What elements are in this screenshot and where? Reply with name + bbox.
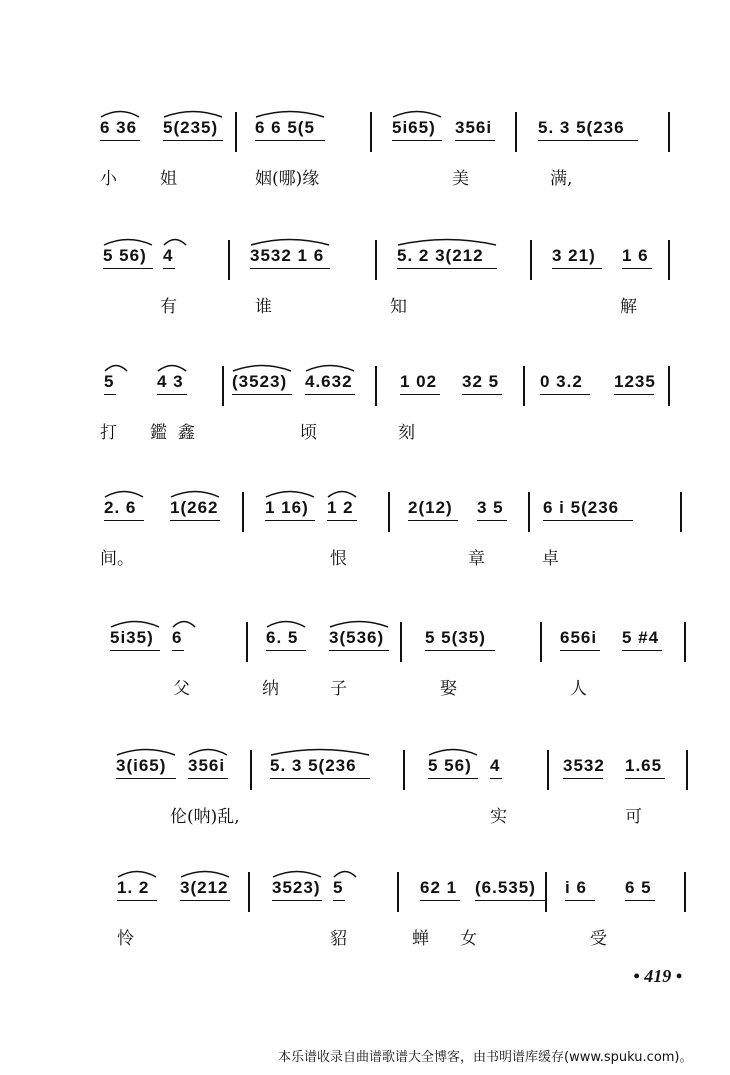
- bar-line: [686, 750, 688, 790]
- beam-line: [563, 778, 603, 779]
- beam-line: [180, 900, 230, 901]
- notation-group: 1 6: [622, 246, 649, 265]
- beam-line: [305, 394, 355, 395]
- bar-line: [242, 492, 244, 532]
- slur-mark: [392, 108, 442, 118]
- lyric-text: 实: [490, 807, 507, 827]
- slur-mark: [250, 236, 330, 246]
- beam-line: [428, 778, 478, 779]
- notation-group: 6: [172, 628, 183, 647]
- notation-group: (6.535): [475, 878, 536, 897]
- slur-mark: [116, 746, 176, 756]
- bar-line: [680, 492, 682, 532]
- slur-mark: [157, 362, 187, 372]
- beam-line: [116, 778, 176, 779]
- lyric-text: 鑑: [150, 423, 167, 443]
- lyric-text: 卓: [542, 549, 559, 569]
- notation-group: 5i65): [392, 118, 436, 137]
- bar-line: [668, 240, 670, 280]
- beam-line: [462, 394, 502, 395]
- slur-mark: [100, 108, 140, 118]
- page-number: • 419 •: [633, 966, 682, 986]
- slur-mark: [104, 488, 144, 498]
- lyric-text: 受: [590, 929, 607, 949]
- notation-group: 4.632: [305, 372, 353, 391]
- notation-group: 6 36: [100, 118, 138, 137]
- lyric-text: 父: [173, 679, 190, 699]
- beam-line: [270, 778, 370, 779]
- beam-line: [622, 268, 652, 269]
- notation-group: 32 5: [462, 372, 500, 391]
- slur-mark: [272, 868, 322, 878]
- notation-group: 3523): [272, 878, 321, 897]
- beam-line: [100, 140, 140, 141]
- lyric-text: 怜: [117, 929, 134, 949]
- notation-group: 62 1: [420, 878, 458, 897]
- lyric-text: 貂: [330, 929, 347, 949]
- bar-line: [375, 366, 377, 406]
- bar-line: [370, 112, 372, 152]
- slur-mark: [270, 746, 370, 756]
- notation-group: 656i: [560, 628, 598, 647]
- lyric-text: 可: [625, 807, 642, 827]
- slur-mark: [188, 746, 228, 756]
- lyric-text: 纳: [262, 679, 279, 699]
- notation-group: 5 56): [428, 756, 472, 775]
- bar-line: [545, 872, 547, 912]
- slur-mark: [327, 488, 357, 498]
- notation-group: 3 5: [477, 498, 504, 517]
- beam-line: [110, 650, 160, 651]
- slur-mark: [163, 236, 187, 246]
- beam-line: [329, 650, 389, 651]
- slur-mark: [397, 236, 497, 246]
- notation-group: 6 i 5(236: [543, 498, 620, 517]
- notation-group: 1 16): [265, 498, 309, 517]
- beam-line: [543, 520, 633, 521]
- beam-line: [475, 900, 545, 901]
- notation-group: 5. 3 5(236: [538, 118, 625, 137]
- beam-line: [490, 778, 502, 779]
- bar-line: [523, 366, 525, 406]
- notation-group: 3 21): [552, 246, 596, 265]
- notation-group: (3523): [232, 372, 288, 391]
- notation-group: 3(536): [329, 628, 385, 647]
- lyric-text: 人: [570, 679, 587, 699]
- beam-line: [266, 650, 306, 651]
- bar-line: [547, 750, 549, 790]
- notation-group: 5 5(35): [425, 628, 486, 647]
- slur-mark: [255, 108, 325, 118]
- notation-group: 6. 5: [266, 628, 299, 647]
- notation-group: 5. 2 3(212: [397, 246, 484, 265]
- bar-line: [375, 240, 377, 280]
- beam-line: [255, 140, 325, 141]
- lyric-text: 有: [160, 297, 177, 317]
- bar-line: [668, 112, 670, 152]
- slur-mark: [428, 746, 478, 756]
- slur-mark: [103, 236, 153, 246]
- bar-line: [222, 366, 224, 406]
- notation-group: 4: [163, 246, 174, 265]
- slur-mark: [117, 868, 157, 878]
- beam-line: [420, 900, 460, 901]
- bar-line: [246, 622, 248, 662]
- beam-line: [552, 268, 602, 269]
- lyric-text: 顷: [300, 423, 317, 443]
- notation-group: 1(262: [170, 498, 219, 517]
- beam-line: [625, 778, 665, 779]
- lyric-text: 谁: [255, 297, 272, 317]
- lyric-text: 间。: [100, 549, 134, 569]
- notation-group: 6 5: [625, 878, 652, 897]
- bar-line: [397, 872, 399, 912]
- slur-mark: [265, 488, 315, 498]
- beam-line: [540, 394, 590, 395]
- beam-line: [565, 900, 595, 901]
- beam-line: [170, 520, 220, 521]
- lyric-text: 蝉: [412, 929, 429, 949]
- lyric-text: 解: [620, 297, 637, 317]
- beam-line: [157, 394, 187, 395]
- slur-mark: [172, 618, 196, 628]
- slur-mark: [170, 488, 220, 498]
- beam-line: [103, 268, 153, 269]
- beam-line: [163, 140, 223, 141]
- notation-group: 5: [104, 372, 115, 391]
- bar-line: [530, 240, 532, 280]
- beam-line: [272, 900, 322, 901]
- bar-line: [228, 240, 230, 280]
- slur-mark: [305, 362, 355, 372]
- notation-group: 1 2: [327, 498, 354, 517]
- bar-line: [684, 872, 686, 912]
- notation-group: 1. 2: [117, 878, 150, 897]
- lyric-text: 女: [460, 929, 477, 949]
- beam-line: [477, 520, 507, 521]
- notation-group: 5 #4: [622, 628, 660, 647]
- slur-mark: [232, 362, 292, 372]
- beam-line: [333, 900, 345, 901]
- beam-line: [625, 900, 655, 901]
- notation-group: 3532: [563, 756, 605, 775]
- bar-line: [388, 492, 390, 532]
- lyric-text: 美: [452, 169, 469, 189]
- notation-group: 3(i65): [116, 756, 167, 775]
- lyric-text: 知: [390, 297, 407, 317]
- beam-line: [392, 140, 442, 141]
- bar-line: [528, 492, 530, 532]
- notation-group: 1235: [614, 372, 656, 391]
- slur-mark: [163, 108, 223, 118]
- bar-line: [400, 622, 402, 662]
- notation-group: 5 56): [103, 246, 147, 265]
- beam-line: [104, 394, 116, 395]
- notation-group: 3532 1 6: [250, 246, 325, 265]
- bar-line: [235, 112, 237, 152]
- bar-line: [684, 622, 686, 662]
- beam-line: [455, 140, 495, 141]
- slur-mark: [266, 618, 306, 628]
- notation-group: 5(235): [163, 118, 219, 137]
- slur-mark: [110, 618, 160, 628]
- beam-line: [232, 394, 292, 395]
- notation-group: 1 02: [400, 372, 438, 391]
- beam-line: [560, 650, 600, 651]
- notation-group: 2(12): [408, 498, 453, 517]
- beam-line: [408, 520, 458, 521]
- beam-line: [163, 268, 175, 269]
- beam-line: [265, 520, 315, 521]
- lyric-text: 小: [100, 169, 117, 189]
- notation-group: 356i: [455, 118, 493, 137]
- slur-mark: [333, 868, 357, 878]
- lyric-text: 伦(呐)乱,: [170, 807, 240, 827]
- lyric-text: 满,: [550, 169, 573, 189]
- beam-line: [425, 650, 495, 651]
- beam-line: [397, 268, 497, 269]
- lyric-text: 子: [330, 679, 347, 699]
- bar-line: [248, 872, 250, 912]
- slur-mark: [329, 618, 389, 628]
- beam-line: [400, 394, 440, 395]
- beam-line: [188, 778, 228, 779]
- beam-line: [104, 520, 144, 521]
- beam-line: [250, 268, 330, 269]
- lyric-text: 鑫: [178, 423, 195, 443]
- bar-line: [540, 622, 542, 662]
- notation-group: 4 3: [157, 372, 184, 391]
- notation-group: 0 3.2: [540, 372, 583, 391]
- notation-group: 5: [333, 878, 344, 897]
- lyric-text: 恨: [330, 549, 347, 569]
- beam-line: [622, 650, 662, 651]
- slur-mark: [180, 868, 230, 878]
- notation-group: 6 6 5(5: [255, 118, 315, 137]
- lyric-text: 姻(哪)缘: [255, 169, 320, 189]
- lyric-text: 章: [468, 549, 485, 569]
- notation-group: 5i35): [110, 628, 154, 647]
- lyric-text: 打: [100, 423, 117, 443]
- bar-line: [250, 750, 252, 790]
- notation-group: 356i: [188, 756, 226, 775]
- bar-line: [668, 366, 670, 406]
- beam-line: [614, 394, 654, 395]
- notation-group: 3(212: [180, 878, 229, 897]
- notation-group: 4: [490, 756, 501, 775]
- slur-mark: [104, 362, 128, 372]
- notation-group: 5. 3 5(236: [270, 756, 357, 775]
- beam-line: [327, 520, 357, 521]
- beam-line: [172, 650, 184, 651]
- source-footer: 本乐谱收录自曲谱歌谱大全博客，由书明谱库缓存(www.spuku.com)。: [278, 1050, 693, 1065]
- notation-group: 1.65: [625, 756, 663, 775]
- bar-line: [403, 750, 405, 790]
- bar-line: [515, 112, 517, 152]
- beam-line: [538, 140, 638, 141]
- lyric-text: 姐: [160, 169, 177, 189]
- notation-group: 2. 6: [104, 498, 137, 517]
- lyric-text: 娶: [440, 679, 457, 699]
- notation-group: i 6: [565, 878, 587, 897]
- lyric-text: 刻: [398, 423, 415, 443]
- beam-line: [117, 900, 157, 901]
